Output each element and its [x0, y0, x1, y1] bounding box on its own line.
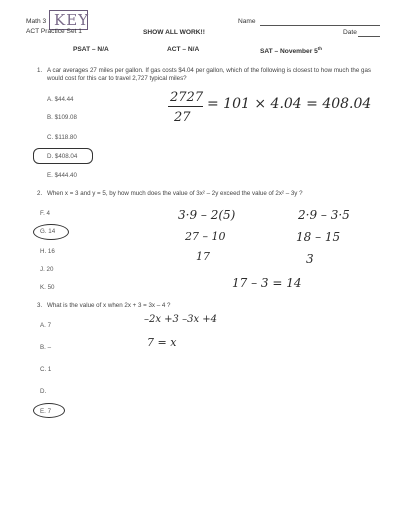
q3-choice-d: D. — [40, 388, 47, 395]
q3-choice-c: C. 1 — [40, 366, 52, 373]
q2-choice-h: H. 16 — [40, 248, 55, 255]
q3-number: 3. — [37, 302, 43, 309]
act-label: ACT – N/A — [167, 46, 200, 53]
date-line — [358, 36, 380, 37]
q3-answer-circle — [33, 403, 65, 418]
q2-work-right-2: 18 – 15 — [296, 230, 341, 244]
set-title: ACT Practice Set 1 — [26, 28, 82, 35]
date-label: Date — [343, 29, 357, 36]
instruction: SHOW ALL WORK!! — [143, 29, 205, 36]
q1-choice-b: B. $109.08 — [47, 114, 77, 121]
q2-work-left-4: 17 – 3 = 14 — [232, 276, 302, 290]
q1-work-denominator: 27 — [174, 110, 191, 125]
q3-work-line-1: –2x +3 –3x +4 — [144, 314, 218, 325]
q2-number: 2. — [37, 190, 43, 197]
key-stamp — [49, 10, 88, 30]
q1-choice-d: D. $408.04 — [47, 153, 78, 160]
q1-choice-a: A. $44.44 — [47, 96, 74, 103]
q1-choice-e: E. $444.40 — [47, 172, 77, 179]
q1-answer-circle — [33, 148, 93, 164]
q2-answer-circle — [33, 224, 69, 240]
q2-choice-j: J. 20 — [40, 266, 54, 273]
q2-work-right-3: 3 — [306, 252, 314, 266]
q1-fraction-bar — [168, 106, 203, 107]
q2-work-left-1: 3·9 – 2(5) — [178, 208, 236, 222]
q1-number: 1. — [37, 67, 43, 74]
q3-choice-e: E. 7 — [40, 408, 52, 415]
q1-text: A car averages 27 miles per gallon. If gas costs $4.04 per gallon, which of the following is closest to how much the gas would cost for this car to travel 2,727 typical miles? — [47, 67, 371, 82]
q2-work-left-3: 17 — [196, 250, 210, 263]
q2-work-left-2: 27 – 10 — [185, 230, 226, 243]
q3-work-line-2: 7 = x — [147, 336, 177, 349]
q2-choice-k: K. 50 — [40, 284, 55, 291]
q2-choice-f: F. 4 — [40, 210, 50, 217]
q2-text: When x = 3 and y = 5, by how much does the value of 3x² – 2y exceed the value of 2x² – 3y ? — [47, 190, 303, 197]
name-label: Name — [238, 18, 256, 25]
q2-work-right-1: 2·9 – 3·5 — [298, 208, 350, 222]
sat-label: SAT – November 5th — [260, 46, 323, 56]
name-line — [260, 25, 380, 26]
key-label: KEY — [54, 11, 90, 29]
q3-choice-b: B. – — [40, 344, 52, 351]
q3-text: What is the value of x when 2x + 3 = 3x – 4 ? — [47, 302, 171, 309]
q1-work-equation: = 101 × 4.04 = 408.04 — [207, 96, 372, 112]
q1-work-numerator: 2727 — [170, 90, 204, 105]
course-label: Math 3 — [26, 18, 47, 25]
psat-label: PSAT – N/A — [73, 46, 109, 53]
q1-choice-c: C. $118.80 — [47, 134, 77, 141]
q2-choice-g: G. 14 — [40, 228, 56, 235]
q3-choice-a: A. 7 — [40, 322, 52, 329]
